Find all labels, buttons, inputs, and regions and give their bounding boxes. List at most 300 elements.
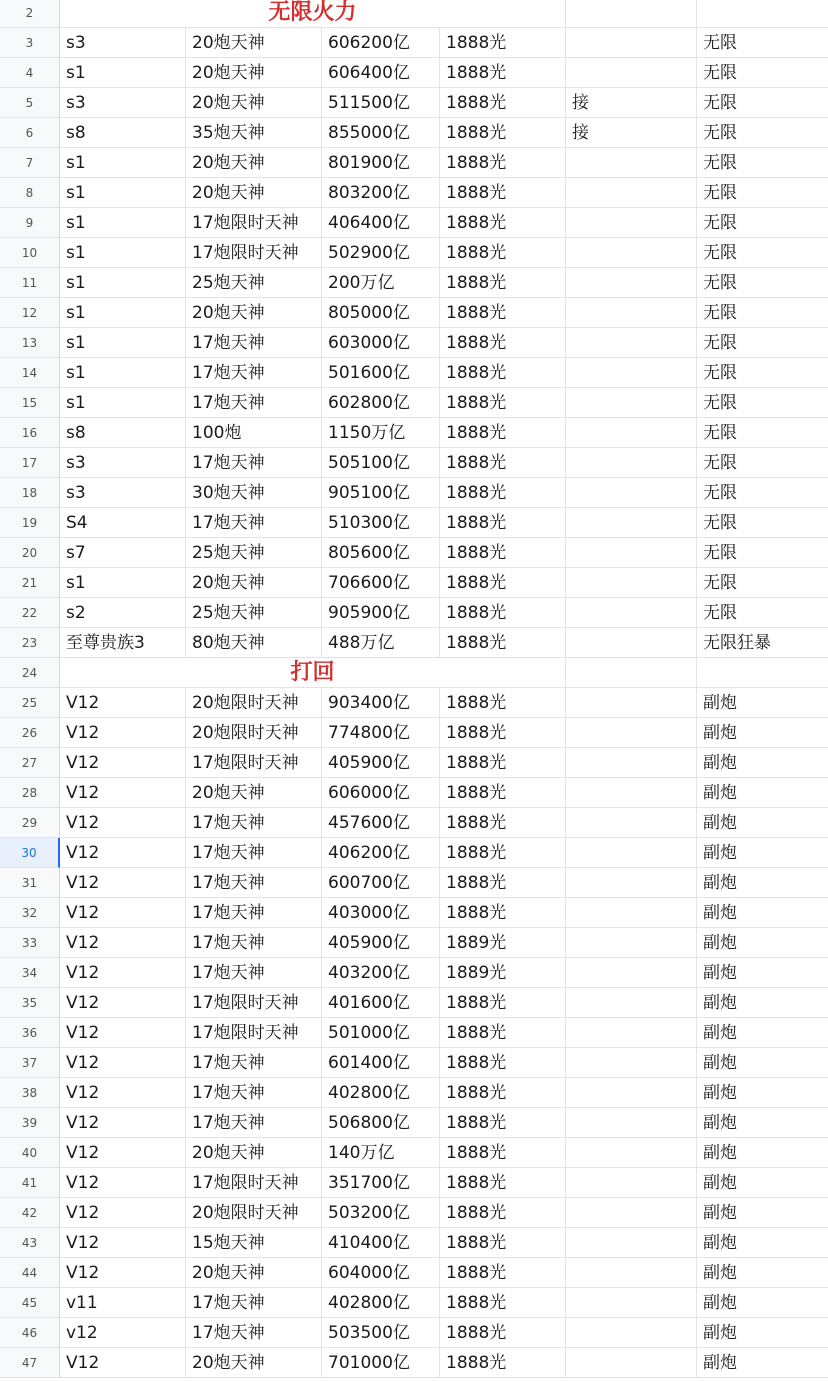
server-cell[interactable]: V12 [60,838,186,868]
note-cell[interactable] [566,268,697,298]
light-cell[interactable]: 1888光 [440,1168,566,1198]
mode-cell[interactable]: 副炮 [697,1168,828,1198]
server-cell[interactable]: s1 [60,268,186,298]
mode-cell[interactable]: 副炮 [697,898,828,928]
cannon-cell[interactable]: 30炮天神 [186,478,322,508]
gold-cell[interactable]: 511500亿 [322,88,440,118]
mode-cell[interactable]: 副炮 [697,1228,828,1258]
note-cell[interactable] [566,928,697,958]
gold-cell[interactable]: 505100亿 [322,448,440,478]
light-cell[interactable]: 1888光 [440,1258,566,1288]
mode-cell[interactable]: 副炮 [697,1198,828,1228]
cannon-cell[interactable]: 20炮天神 [186,778,322,808]
mode-cell[interactable]: 无限狂暴 [697,628,828,658]
gold-cell[interactable]: 510300亿 [322,508,440,538]
row-number[interactable]: 35 [0,988,60,1018]
cannon-cell[interactable]: 17炮天神 [186,508,322,538]
section-title-cell[interactable] [60,658,566,688]
note-cell[interactable] [566,478,697,508]
gold-cell[interactable]: 805600亿 [322,538,440,568]
light-cell[interactable]: 1888光 [440,508,566,538]
light-cell[interactable]: 1888光 [440,838,566,868]
note-cell[interactable] [566,28,697,58]
server-cell[interactable]: s3 [60,88,186,118]
gold-cell[interactable]: 805000亿 [322,298,440,328]
row-number[interactable]: 33 [0,928,60,958]
mode-cell[interactable]: 副炮 [697,1108,828,1138]
note-cell[interactable] [566,238,697,268]
note-cell[interactable] [566,688,697,718]
cannon-cell[interactable]: 25炮天神 [186,538,322,568]
light-cell[interactable]: 1888光 [440,58,566,88]
cannon-cell[interactable]: 20炮天神 [186,298,322,328]
server-cell[interactable]: s1 [60,58,186,88]
cannon-cell[interactable]: 35炮天神 [186,118,322,148]
gold-cell[interactable]: 606400亿 [322,58,440,88]
note-cell[interactable] [566,868,697,898]
mode-cell[interactable]: 副炮 [697,1078,828,1108]
gold-cell[interactable]: 401600亿 [322,988,440,1018]
light-cell[interactable]: 1888光 [440,718,566,748]
row-number[interactable]: 40 [0,1138,60,1168]
note-cell[interactable] [566,1318,697,1348]
mode-cell[interactable]: 副炮 [697,1048,828,1078]
row-number[interactable]: 19 [0,508,60,538]
light-cell[interactable]: 1888光 [440,748,566,778]
note-cell[interactable] [566,148,697,178]
note-cell[interactable] [566,1078,697,1108]
light-cell[interactable]: 1888光 [440,328,566,358]
gold-cell[interactable]: 403200亿 [322,958,440,988]
note-cell[interactable] [566,598,697,628]
gold-cell[interactable]: 403000亿 [322,898,440,928]
mode-cell[interactable]: 无限 [697,568,828,598]
mode-cell[interactable]: 无限 [697,148,828,178]
cannon-cell[interactable]: 17炮天神 [186,1318,322,1348]
row-number[interactable]: 30 [0,838,60,868]
server-cell[interactable]: s1 [60,178,186,208]
server-cell[interactable]: V12 [60,778,186,808]
server-cell[interactable]: s3 [60,448,186,478]
server-cell[interactable]: V12 [60,1168,186,1198]
cannon-cell[interactable]: 17炮天神 [186,1108,322,1138]
mode-cell[interactable]: 无限 [697,298,828,328]
light-cell[interactable]: 1888光 [440,628,566,658]
row-number[interactable]: 31 [0,868,60,898]
mode-cell[interactable]: 无限 [697,28,828,58]
mode-cell[interactable]: 无限 [697,88,828,118]
gold-cell[interactable]: 903400亿 [322,688,440,718]
cannon-cell[interactable]: 25炮天神 [186,598,322,628]
mode-cell[interactable]: 副炮 [697,1288,828,1318]
cannon-cell[interactable]: 20炮天神 [186,58,322,88]
light-cell[interactable]: 1888光 [440,1348,566,1378]
server-cell[interactable]: V12 [60,988,186,1018]
cannon-cell[interactable]: 17炮天神 [186,328,322,358]
row-number[interactable]: 36 [0,1018,60,1048]
gold-cell[interactable]: 506800亿 [322,1108,440,1138]
light-cell[interactable]: 1888光 [440,1318,566,1348]
light-cell[interactable]: 1888光 [440,1108,566,1138]
light-cell[interactable]: 1888光 [440,28,566,58]
empty-cell[interactable] [566,658,697,688]
note-cell[interactable] [566,1228,697,1258]
row-number[interactable]: 11 [0,268,60,298]
row-number[interactable]: 41 [0,1168,60,1198]
light-cell[interactable]: 1889光 [440,928,566,958]
row-number[interactable]: 26 [0,718,60,748]
server-cell[interactable]: s8 [60,118,186,148]
server-cell[interactable]: v11 [60,1288,186,1318]
row-number[interactable]: 14 [0,358,60,388]
light-cell[interactable]: 1888光 [440,208,566,238]
cannon-cell[interactable]: 25炮天神 [186,268,322,298]
row-number[interactable]: 17 [0,448,60,478]
cannon-cell[interactable]: 17炮天神 [186,448,322,478]
note-cell[interactable] [566,808,697,838]
cannon-cell[interactable]: 20炮限时天神 [186,1198,322,1228]
row-number[interactable]: 46 [0,1318,60,1348]
server-cell[interactable]: V12 [60,1348,186,1378]
server-cell[interactable]: V12 [60,1258,186,1288]
mode-cell[interactable]: 副炮 [697,778,828,808]
light-cell[interactable]: 1888光 [440,358,566,388]
light-cell[interactable]: 1888光 [440,388,566,418]
server-cell[interactable]: V12 [60,1018,186,1048]
cannon-cell[interactable]: 20炮天神 [186,568,322,598]
row-number[interactable]: 25 [0,688,60,718]
mode-cell[interactable]: 无限 [697,178,828,208]
gold-cell[interactable]: 905900亿 [322,598,440,628]
gold-cell[interactable]: 706600亿 [322,568,440,598]
note-cell[interactable] [566,1198,697,1228]
server-cell[interactable]: V12 [60,1228,186,1258]
row-number[interactable]: 6 [0,118,60,148]
server-cell[interactable]: V12 [60,688,186,718]
light-cell[interactable]: 1888光 [440,1138,566,1168]
server-cell[interactable]: V12 [60,748,186,778]
light-cell[interactable]: 1888光 [440,778,566,808]
cannon-cell[interactable]: 17炮限时天神 [186,208,322,238]
note-cell[interactable] [566,388,697,418]
note-cell[interactable] [566,58,697,88]
cannon-cell[interactable]: 20炮天神 [186,148,322,178]
mode-cell[interactable]: 无限 [697,418,828,448]
row-number[interactable]: 39 [0,1108,60,1138]
gold-cell[interactable]: 200万亿 [322,268,440,298]
mode-cell[interactable]: 无限 [697,238,828,268]
gold-cell[interactable]: 410400亿 [322,1228,440,1258]
cannon-cell[interactable]: 17炮限时天神 [186,238,322,268]
note-cell[interactable] [566,838,697,868]
gold-cell[interactable]: 602800亿 [322,388,440,418]
row-number[interactable]: 16 [0,418,60,448]
mode-cell[interactable]: 副炮 [697,928,828,958]
gold-cell[interactable]: 405900亿 [322,748,440,778]
server-cell[interactable]: V12 [60,1138,186,1168]
row-number[interactable]: 10 [0,238,60,268]
mode-cell[interactable]: 无限 [697,598,828,628]
server-cell[interactable]: s3 [60,28,186,58]
mode-cell[interactable]: 无限 [697,478,828,508]
light-cell[interactable]: 1888光 [440,448,566,478]
gold-cell[interactable]: 402800亿 [322,1288,440,1318]
row-number[interactable]: 22 [0,598,60,628]
mode-cell[interactable]: 副炮 [697,988,828,1018]
gold-cell[interactable]: 406200亿 [322,838,440,868]
gold-cell[interactable]: 600700亿 [322,868,440,898]
light-cell[interactable]: 1888光 [440,1288,566,1318]
note-cell[interactable] [566,1348,697,1378]
note-cell[interactable] [566,418,697,448]
cannon-cell[interactable]: 17炮限时天神 [186,748,322,778]
row-number[interactable]: 8 [0,178,60,208]
mode-cell[interactable]: 无限 [697,508,828,538]
mode-cell[interactable]: 无限 [697,538,828,568]
server-cell[interactable]: s1 [60,328,186,358]
note-cell[interactable] [566,1168,697,1198]
cannon-cell[interactable]: 17炮天神 [186,358,322,388]
row-number[interactable]: 20 [0,538,60,568]
note-cell[interactable] [566,628,697,658]
gold-cell[interactable]: 405900亿 [322,928,440,958]
server-cell[interactable]: s1 [60,238,186,268]
gold-cell[interactable]: 774800亿 [322,718,440,748]
server-cell[interactable]: V12 [60,1048,186,1078]
light-cell[interactable]: 1888光 [440,1078,566,1108]
server-cell[interactable]: s3 [60,478,186,508]
mode-cell[interactable]: 副炮 [697,868,828,898]
gold-cell[interactable]: 606000亿 [322,778,440,808]
cannon-cell[interactable]: 100炮 [186,418,322,448]
mode-cell[interactable]: 无限 [697,448,828,478]
note-cell[interactable] [566,988,697,1018]
cannon-cell[interactable]: 17炮天神 [186,1288,322,1318]
cannon-cell[interactable]: 17炮天神 [186,898,322,928]
note-cell[interactable] [566,208,697,238]
gold-cell[interactable]: 604000亿 [322,1258,440,1288]
gold-cell[interactable]: 457600亿 [322,808,440,838]
mode-cell[interactable]: 副炮 [697,718,828,748]
cannon-cell[interactable]: 80炮天神 [186,628,322,658]
server-cell[interactable]: 至尊贵族3 [60,628,186,658]
cannon-cell[interactable]: 17炮天神 [186,388,322,418]
light-cell[interactable]: 1888光 [440,688,566,718]
row-number[interactable]: 37 [0,1048,60,1078]
mode-cell[interactable]: 副炮 [697,688,828,718]
mode-cell[interactable]: 副炮 [697,808,828,838]
note-cell[interactable] [566,958,697,988]
row-number[interactable]: 28 [0,778,60,808]
cannon-cell[interactable]: 17炮天神 [186,1078,322,1108]
note-cell[interactable] [566,1108,697,1138]
gold-cell[interactable]: 601400亿 [322,1048,440,1078]
gold-cell[interactable]: 140万亿 [322,1138,440,1168]
server-cell[interactable]: V12 [60,1198,186,1228]
light-cell[interactable]: 1889光 [440,958,566,988]
row-number[interactable]: 42 [0,1198,60,1228]
light-cell[interactable]: 1888光 [440,268,566,298]
row-number[interactable]: 15 [0,388,60,418]
light-cell[interactable]: 1888光 [440,178,566,208]
gold-cell[interactable]: 488万亿 [322,628,440,658]
mode-cell[interactable]: 副炮 [697,748,828,778]
server-cell[interactable]: s7 [60,538,186,568]
light-cell[interactable]: 1888光 [440,808,566,838]
row-number[interactable]: 9 [0,208,60,238]
gold-cell[interactable]: 501000亿 [322,1018,440,1048]
row-number[interactable]: 13 [0,328,60,358]
note-cell[interactable] [566,1018,697,1048]
row-number[interactable]: 24 [0,658,60,688]
gold-cell[interactable]: 855000亿 [322,118,440,148]
cannon-cell[interactable]: 17炮天神 [186,958,322,988]
row-number[interactable]: 7 [0,148,60,178]
cannon-cell[interactable]: 17炮限时天神 [186,1168,322,1198]
note-cell[interactable] [566,1258,697,1288]
row-number[interactable]: 18 [0,478,60,508]
light-cell[interactable]: 1888光 [440,148,566,178]
server-cell[interactable]: s2 [60,598,186,628]
gold-cell[interactable]: 501600亿 [322,358,440,388]
row-number[interactable]: 34 [0,958,60,988]
light-cell[interactable]: 1888光 [440,118,566,148]
light-cell[interactable]: 1888光 [440,1198,566,1228]
server-cell[interactable]: S4 [60,508,186,538]
cannon-cell[interactable]: 20炮天神 [186,1348,322,1378]
gold-cell[interactable]: 351700亿 [322,1168,440,1198]
row-number[interactable]: 23 [0,628,60,658]
light-cell[interactable]: 1888光 [440,1018,566,1048]
note-cell[interactable] [566,1048,697,1078]
light-cell[interactable]: 1888光 [440,538,566,568]
cannon-cell[interactable]: 17炮限时天神 [186,988,322,1018]
mode-cell[interactable]: 副炮 [697,1258,828,1288]
note-cell[interactable] [566,778,697,808]
gold-cell[interactable]: 701000亿 [322,1348,440,1378]
server-cell[interactable]: s1 [60,298,186,328]
mode-cell[interactable]: 无限 [697,208,828,238]
row-number[interactable]: 38 [0,1078,60,1108]
row-number[interactable]: 43 [0,1228,60,1258]
light-cell[interactable]: 1888光 [440,868,566,898]
note-cell[interactable] [566,538,697,568]
server-cell[interactable]: V12 [60,808,186,838]
server-cell[interactable]: V12 [60,1078,186,1108]
cannon-cell[interactable]: 20炮天神 [186,1138,322,1168]
note-cell[interactable] [566,508,697,538]
row-number[interactable]: 45 [0,1288,60,1318]
row-number[interactable]: 12 [0,298,60,328]
server-cell[interactable]: s1 [60,208,186,238]
mode-cell[interactable]: 副炮 [697,1348,828,1378]
note-cell[interactable] [566,748,697,778]
mode-cell[interactable]: 副炮 [697,1018,828,1048]
light-cell[interactable]: 1888光 [440,988,566,1018]
mode-cell[interactable]: 无限 [697,118,828,148]
section-title-cell[interactable] [60,0,566,28]
gold-cell[interactable]: 801900亿 [322,148,440,178]
note-cell[interactable] [566,358,697,388]
light-cell[interactable]: 1888光 [440,88,566,118]
server-cell[interactable]: V12 [60,1108,186,1138]
server-cell[interactable]: V12 [60,928,186,958]
light-cell[interactable]: 1888光 [440,598,566,628]
mode-cell[interactable]: 无限 [697,328,828,358]
server-cell[interactable]: s1 [60,148,186,178]
light-cell[interactable]: 1888光 [440,1048,566,1078]
gold-cell[interactable]: 402800亿 [322,1078,440,1108]
row-number[interactable]: 29 [0,808,60,838]
row-number[interactable]: 5 [0,88,60,118]
mode-cell[interactable]: 无限 [697,388,828,418]
gold-cell[interactable]: 905100亿 [322,478,440,508]
mode-cell[interactable]: 无限 [697,58,828,88]
note-cell[interactable] [566,568,697,598]
light-cell[interactable]: 1888光 [440,238,566,268]
empty-cell[interactable] [566,0,697,28]
cannon-cell[interactable]: 17炮天神 [186,838,322,868]
row-number[interactable]: 47 [0,1348,60,1378]
row-number[interactable]: 4 [0,58,60,88]
gold-cell[interactable]: 406400亿 [322,208,440,238]
gold-cell[interactable]: 1150万亿 [322,418,440,448]
cannon-cell[interactable]: 17炮限时天神 [186,1018,322,1048]
mode-cell[interactable]: 副炮 [697,838,828,868]
empty-cell[interactable] [697,658,828,688]
mode-cell[interactable]: 副炮 [697,958,828,988]
note-cell[interactable] [566,1138,697,1168]
cannon-cell[interactable]: 15炮天神 [186,1228,322,1258]
note-cell[interactable] [566,178,697,208]
cannon-cell[interactable]: 20炮天神 [186,178,322,208]
light-cell[interactable]: 1888光 [440,418,566,448]
row-number[interactable]: 2 [0,0,60,28]
cannon-cell[interactable]: 20炮限时天神 [186,718,322,748]
row-number[interactable]: 21 [0,568,60,598]
server-cell[interactable]: s8 [60,418,186,448]
gold-cell[interactable]: 503500亿 [322,1318,440,1348]
row-number[interactable]: 32 [0,898,60,928]
cannon-cell[interactable]: 20炮天神 [186,28,322,58]
light-cell[interactable]: 1888光 [440,1228,566,1258]
server-cell[interactable]: V12 [60,958,186,988]
note-cell[interactable] [566,448,697,478]
cannon-cell[interactable]: 20炮限时天神 [186,688,322,718]
server-cell[interactable]: s1 [60,568,186,598]
note-cell[interactable] [566,328,697,358]
gold-cell[interactable]: 606200亿 [322,28,440,58]
gold-cell[interactable]: 803200亿 [322,178,440,208]
mode-cell[interactable]: 副炮 [697,1318,828,1348]
row-number[interactable]: 44 [0,1258,60,1288]
server-cell[interactable]: V12 [60,898,186,928]
row-number[interactable]: 27 [0,748,60,778]
cannon-cell[interactable]: 17炮天神 [186,868,322,898]
note-cell[interactable] [566,898,697,928]
server-cell[interactable]: V12 [60,718,186,748]
cannon-cell[interactable]: 17炮天神 [186,1048,322,1078]
mode-cell[interactable]: 无限 [697,358,828,388]
server-cell[interactable]: v12 [60,1318,186,1348]
cannon-cell[interactable]: 17炮天神 [186,808,322,838]
server-cell[interactable]: s1 [60,388,186,418]
server-cell[interactable]: V12 [60,868,186,898]
note-cell[interactable] [566,1288,697,1318]
row-number[interactable]: 3 [0,28,60,58]
gold-cell[interactable]: 503200亿 [322,1198,440,1228]
note-cell[interactable]: 接 [566,118,697,148]
